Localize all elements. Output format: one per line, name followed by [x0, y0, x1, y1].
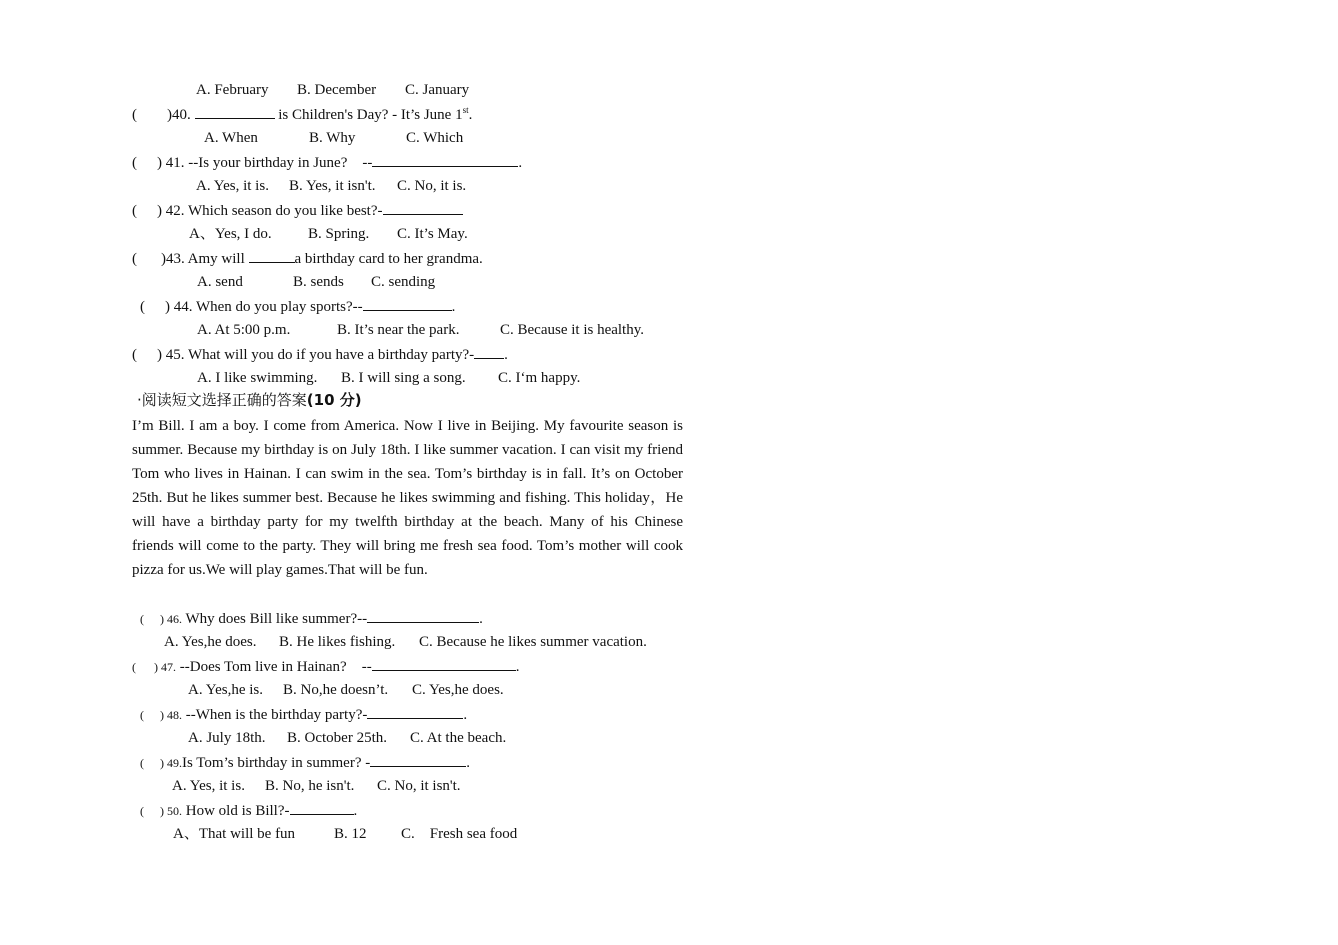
- q40-tail: .: [468, 107, 473, 123]
- q44-option-a: A. At 5:00 p.m.: [197, 322, 291, 338]
- q45-stem: ) 45. What will you do if you have a birthday party?-: [157, 347, 475, 363]
- q39-option-a: A. February: [196, 82, 269, 98]
- q43-answer-blank[interactable]: [249, 248, 295, 263]
- q47-paren: (: [132, 660, 136, 674]
- q42-option-c: C. It’s May.: [397, 226, 468, 242]
- q45-paren: (: [132, 347, 137, 363]
- reading-passage: I’m Bill. I am a boy. I come from America. Now I live in Beijing. My favourite season is summer. Because my birthday is on July 18th. I like summer vacation. I can visit my friend Tom who lives in Hainan. I can swim in the sea. Tom’s birthday is in fall. It’s on October 25th. But he likes summer best. Because he likes swimming and fishing. This holiday，He will have a birthday party for my twelfth birthday at the beach. Many of his Chinese friends will come to the party. They will bring me fresh sea food. Tom’s mother will cook pizza for us.We will play games.That will be fun.: [132, 418, 683, 578]
- section-heading-score: (10 分): [306, 391, 362, 409]
- q48-number: ) 48.: [160, 708, 182, 722]
- q41-paren: (: [132, 155, 137, 171]
- q50-stem: How old is Bill?-: [182, 803, 290, 819]
- q48-option-b: B. October 25th.: [287, 730, 387, 746]
- q46-question: [140, 608, 483, 629]
- q42-paren: (: [132, 203, 137, 219]
- q49-tail: .: [466, 755, 470, 771]
- q45-option-a: A. I like swimming.: [197, 370, 318, 386]
- q47-tail: .: [515, 659, 520, 675]
- q41-option-c: C. No, it is.: [397, 178, 467, 194]
- q40-number: )40.: [167, 107, 191, 123]
- q41-option-b: B. Yes, it isn't.: [289, 178, 376, 194]
- q50-option-b: B. 12: [334, 826, 367, 842]
- q50-option-a: A、That will be fun: [173, 826, 296, 842]
- q47-option-c: C. Yes,he does.: [412, 682, 504, 698]
- q42-answer-blank[interactable]: [383, 200, 463, 215]
- q41-option-a: A. Yes, it is.: [196, 178, 269, 194]
- q48-paren: (: [140, 708, 144, 722]
- q46-option-c: C. Because he likes summer vacation.: [419, 634, 647, 650]
- q50-question: [140, 800, 357, 821]
- section-heading-text: ·阅读短文选择正确的答案: [137, 391, 307, 409]
- q47-stem: --Does Tom live in Hainan? --: [176, 659, 372, 675]
- q44-stem: ) 44. When do you play sports?--: [165, 299, 363, 315]
- q47-option-a: A. Yes,he is.: [188, 682, 264, 698]
- q42-option-b: B. Spring.: [308, 226, 370, 242]
- q39-option-c: C. January: [405, 82, 470, 98]
- q48-answer-blank[interactable]: [367, 704, 463, 719]
- q42-option-a: A、Yes, I do.: [189, 226, 272, 242]
- q42-question: [132, 200, 463, 221]
- q41-question: [132, 152, 522, 173]
- q40-option-c: C. Which: [406, 130, 464, 146]
- q41-stem: ) 41. --Is your birthday in June? --: [157, 155, 373, 171]
- q49-number: ) 49.: [160, 756, 182, 770]
- q49-option-a: A. Yes, it is.: [172, 778, 245, 794]
- q40-paren: (: [132, 107, 137, 123]
- q40-option-a: A. When: [204, 130, 258, 146]
- q45-option-c: C. I‘m happy.: [498, 370, 581, 386]
- q49-question: [140, 752, 470, 773]
- q43-option-c: C. sending: [371, 274, 436, 290]
- q47-number: ) 47.: [154, 660, 176, 674]
- q47-option-b: B. No,he doesn’t.: [283, 682, 389, 698]
- q41-tail: .: [518, 155, 523, 171]
- q46-answer-blank[interactable]: [367, 608, 479, 623]
- q47-question: [132, 656, 519, 677]
- q46-number: ) 46.: [160, 612, 182, 626]
- q40-question: [132, 104, 472, 125]
- q39-option-b: B. December: [297, 82, 377, 98]
- q43-option-a: A. send: [197, 274, 243, 290]
- q40-option-b: B. Why: [309, 130, 356, 146]
- q43-stem: )43. Amy will: [161, 251, 249, 267]
- q48-stem: --When is the birthday party?-: [182, 707, 368, 723]
- q49-stem: Is Tom’s birthday in summer? -: [182, 755, 371, 771]
- q49-option-c: C. No, it isn't.: [377, 778, 461, 794]
- q44-option-c: C. Because it is healthy.: [500, 322, 644, 338]
- q40-superscript: st: [462, 105, 469, 115]
- q44-paren: (: [140, 299, 145, 315]
- q50-number: ) 50.: [160, 804, 182, 818]
- q50-answer-blank[interactable]: [290, 800, 354, 815]
- q41-answer-blank[interactable]: [372, 152, 518, 167]
- q45-tail: .: [504, 347, 508, 363]
- q43-stem-after: a birthday card to her grandma.: [294, 251, 483, 267]
- q43-question: [132, 248, 483, 269]
- q49-option-b: B. No, he isn't.: [265, 778, 355, 794]
- q44-question: [140, 296, 455, 317]
- q48-tail: .: [463, 707, 468, 723]
- q47-answer-blank[interactable]: [372, 656, 516, 671]
- q46-stem: Why does Bill like summer?--: [182, 611, 368, 627]
- q50-paren: (: [140, 804, 144, 818]
- q49-answer-blank[interactable]: [370, 752, 466, 767]
- q48-question: [140, 704, 467, 725]
- q44-option-b: B. It’s near the park.: [337, 322, 460, 338]
- q45-option-b: B. I will sing a song.: [341, 370, 466, 386]
- q40-answer-blank[interactable]: [195, 104, 275, 119]
- q48-option-a: A. July 18th.: [188, 730, 266, 746]
- section-heading: [137, 389, 362, 411]
- q49-paren: (: [140, 756, 144, 770]
- q48-option-c: C. At the beach.: [410, 730, 507, 746]
- q46-tail: .: [479, 611, 483, 627]
- q43-paren: (: [132, 251, 137, 267]
- q44-tail: .: [451, 299, 456, 315]
- q43-option-b: B. sends: [293, 274, 344, 290]
- q42-stem: ) 42. Which season do you like best?-: [157, 203, 383, 219]
- q45-answer-blank[interactable]: [474, 344, 504, 359]
- q46-option-b: B. He likes fishing.: [279, 634, 396, 650]
- q46-option-a: A. Yes,he does.: [164, 634, 257, 650]
- q50-option-c: C. Fresh sea food: [401, 826, 518, 842]
- q50-tail: .: [353, 803, 358, 819]
- q46-paren: (: [140, 612, 144, 626]
- q40-stem: is Children's Day? - It’s June 1: [278, 107, 463, 123]
- q45-question: [132, 344, 508, 365]
- q44-answer-blank[interactable]: [363, 296, 452, 311]
